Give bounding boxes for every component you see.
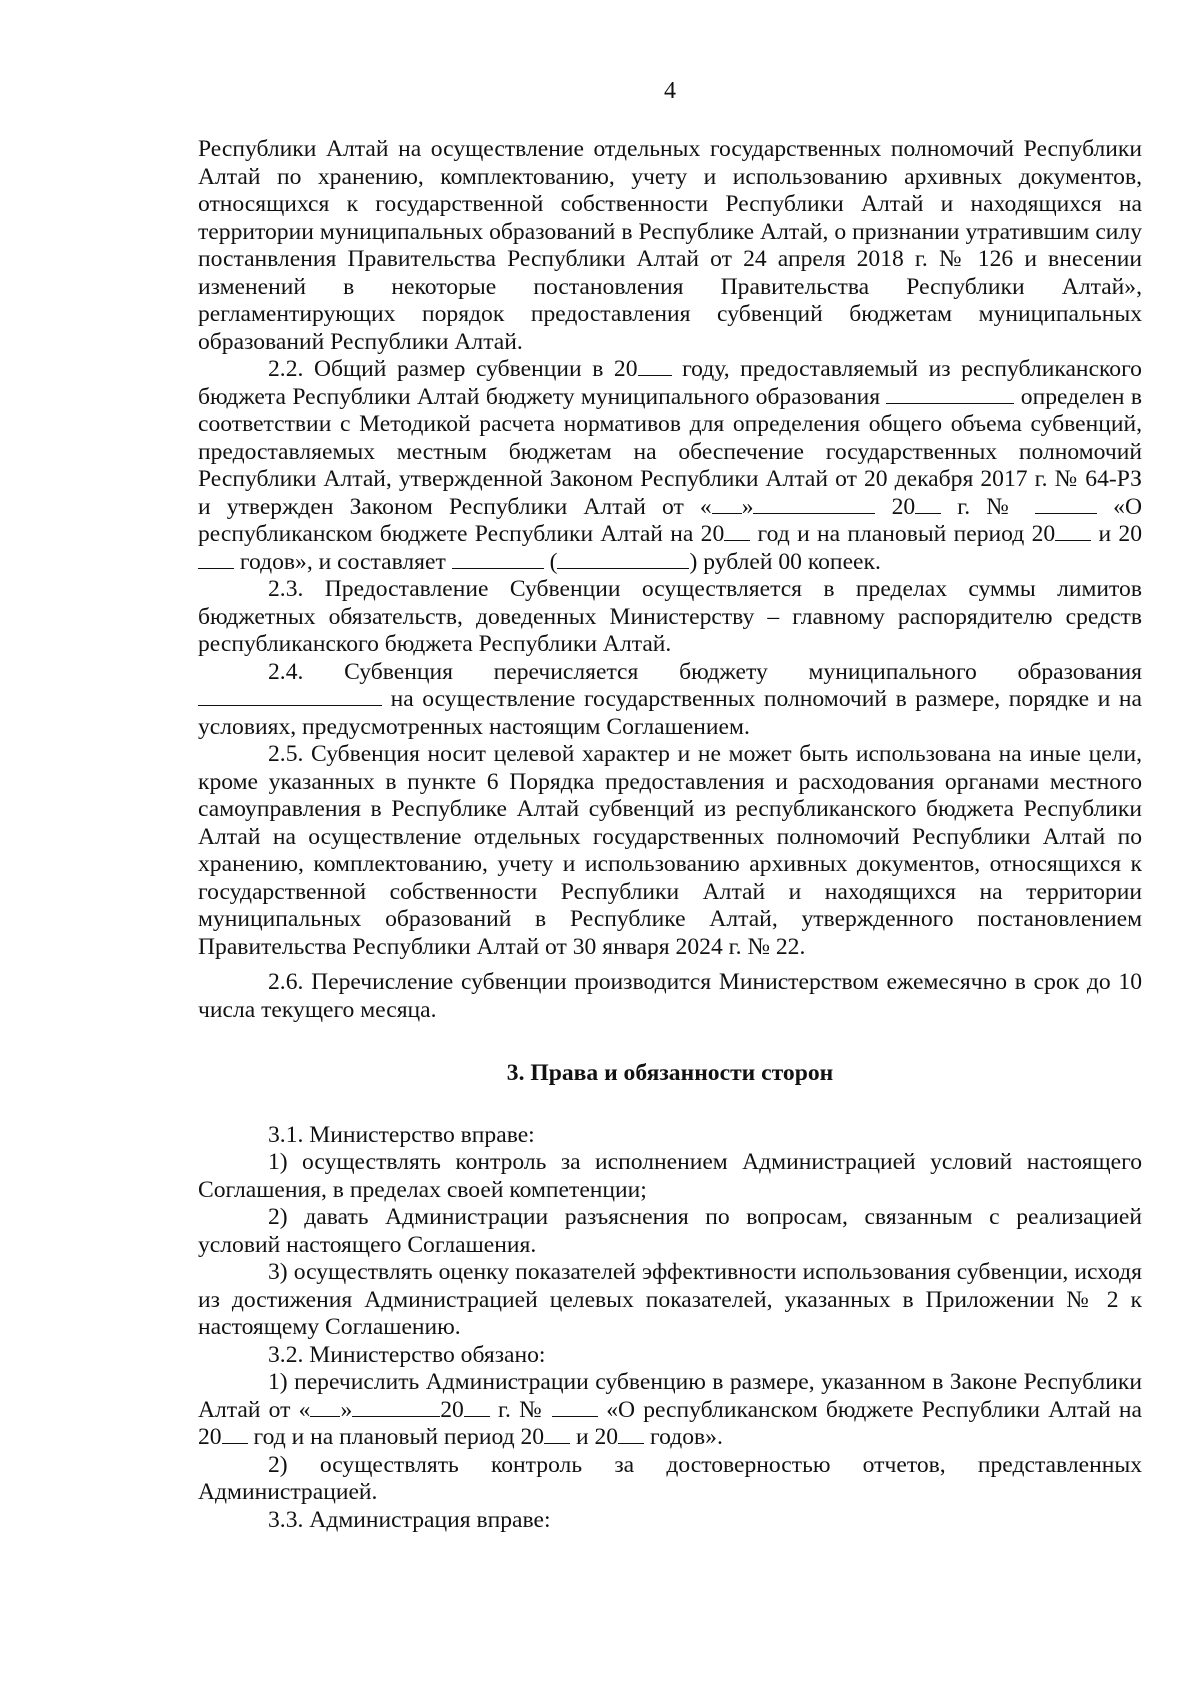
blank-day-2: [310, 1397, 340, 1417]
blank-month-2: [352, 1397, 440, 1417]
p22-text-c: определен в соответствии с Методикой расчета нормативов для определения общего объема субвенций, предоставляемых местным бюджетам на обеспечение государственных полномочий Республики Алтай, утвержденной Законом Республики Алтай от 20 декабря 2017 г. № 64-РЗ и утвержден Законом Республики Алтай от «: [198, 383, 1142, 520]
paragraph-2-5: 2.5. Субвенция носит целевой характер и не может быть использована на иные цели, кроме указанных в пункте 6 Порядка предоставления и расходования органами местного самоуправления в Республике Алтай субвенций из республиканского бюджета Республики Алтай на осуществление отдельных государственных полномочий Республики Алтай по хранению, комплектованию, учету и использованию архивных документов, относящихся к государственной собственности Республики Алтай и находящихся на территории муниципальных образований в Республике Алтай, утвержденного постановлением Правительства Республики Алтай от 30 января 2024 г. № 22.: [198, 741, 1142, 960]
blank-budget-year: [724, 521, 750, 541]
blank-amount-words: [557, 549, 689, 569]
p24-text-a: 2.4. Субвенция перечисляется бюджету муниципального образования: [268, 658, 1142, 685]
blank-amount: [452, 549, 544, 569]
p321-text-c: 20: [440, 1396, 464, 1423]
blank-day: [712, 494, 742, 514]
p22-text-i: и 20: [1091, 521, 1142, 547]
p22-text-a: 2.2. Общий размер субвенции в 20: [268, 356, 638, 382]
blank-municipality: [886, 384, 1014, 404]
p321-text-e: «О республиканском бюджете Республики Алтай на 20: [198, 1396, 1142, 1450]
spacer: [198, 961, 1142, 969]
paragraph-2-2: [198, 356, 1142, 576]
section-heading-3: 3. Права и обязанности сторон: [506, 1060, 834, 1086]
p22-text-k: (: [543, 548, 558, 575]
p321-text-h: годов».: [644, 1424, 723, 1450]
paragraph-3-3: 3.3. Администрация вправе:: [268, 1506, 551, 1533]
blank-law-number: [1035, 494, 1097, 514]
document-page: [198, 78, 1142, 1534]
blank-law-number-2: [552, 1397, 598, 1417]
paragraph-2-4: [198, 659, 1142, 742]
blank-plan-year-2: [198, 549, 234, 569]
blank-law-year-2: [464, 1397, 490, 1417]
paragraph-2-3: 2.3. Предоставление Субвенции осуществляется в пределах суммы лимитов бюджетных обязательств, доведенных Министерству – главному распорядителю средств республиканского бюджета Республики Алтай.: [198, 576, 1142, 657]
p22-text-d: »: [741, 493, 754, 520]
p22-text-g: «О республиканском бюджете Республики Алтай на 20: [198, 493, 1142, 547]
blank-budget-year-2: [222, 1424, 248, 1444]
paragraph-3-1-item-1: 1) осуществлять контроль за исполнением Администрацией условий настоящего Соглашения, в пределах своей компетенции;: [198, 1149, 1142, 1203]
p24-text-b: на осуществление государственных полномочий в размере, порядке и на условиях, предусмотренных настоящим Соглашением.: [198, 686, 1142, 740]
paragraph-continuation: Республики Алтай на осуществление отдельных государственных полномочий Республики Алтай по хранению, комплектованию, учету и использованию архивных документов, относящихся к государственной собственности Республики Алтай и находящихся на территории муниципальных образований в Республике Алтай, о признании утратившим силу постанвления Правительства Республики Алтай от 24 апреля 2018 г. № 126 и внесении изменений в некоторые постановления Правительства Республики Алтай», регламентирующих порядок предоставления субвенций бюджетам муниципальных образований Республики Алтай.: [198, 136, 1142, 355]
page-number: 4: [664, 78, 676, 104]
p22-text-h: год и на плановый период 20: [750, 521, 1056, 547]
p22-text-b: году, предоставляемый из республиканского бюджета Республики Алтай бюджету муниципального образования: [198, 356, 1142, 410]
blank-law-year: [915, 494, 941, 514]
paragraph-3-1-item-3: 3) осуществлять оценку показателей эффективности использования субвенции, исходя из достижения Администрацией целевых показателей, указанных в Приложении № 2 к настоящему Соглашению.: [198, 1259, 1142, 1340]
paragraph-3-2: 3.2. Министерство обязано:: [268, 1341, 546, 1368]
p22-text-l: ) рублей 00 копеек.: [689, 548, 881, 575]
blank-plan-year-3: [544, 1424, 570, 1444]
p321-text-g: и 20: [570, 1424, 619, 1450]
p321-text-d: г. №: [489, 1396, 553, 1423]
p321-text-a: 1) перечислить Администрации субвенцию в размере, указанном в Законе Республики Алтай от «: [198, 1369, 1142, 1423]
blank-plan-year-4: [618, 1424, 644, 1444]
blank-month: [753, 494, 875, 514]
paragraph-2-6: 2.6. Перечисление субвенции производится Министерством ежемесячно в срок до 10 числа текущего месяца.: [198, 969, 1142, 1023]
blank-plan-year-1: [1055, 521, 1091, 541]
paragraph-3-1: 3.1. Министерство вправе:: [268, 1121, 535, 1148]
blank-year: [638, 356, 672, 376]
p321-text-b: »: [340, 1396, 353, 1423]
paragraph-3-1-item-2: 2) давать Администрации разъяснения по вопросам, связанным с реализацией условий настоящего Соглашения.: [198, 1204, 1142, 1258]
paragraph-3-2-item-1: [198, 1369, 1142, 1452]
blank-municipality-2: [198, 686, 382, 706]
paragraph-3-2-item-2: 2) осуществлять контроль за достоверностью отчетов, представленных Администрацией.: [198, 1451, 1142, 1505]
p22-text-e: 20: [875, 493, 916, 520]
p22-text-f: г. №: [941, 493, 1036, 520]
p22-text-j: годов», и составляет: [234, 548, 452, 575]
p321-text-f: год и на плановый период 20: [247, 1424, 545, 1450]
